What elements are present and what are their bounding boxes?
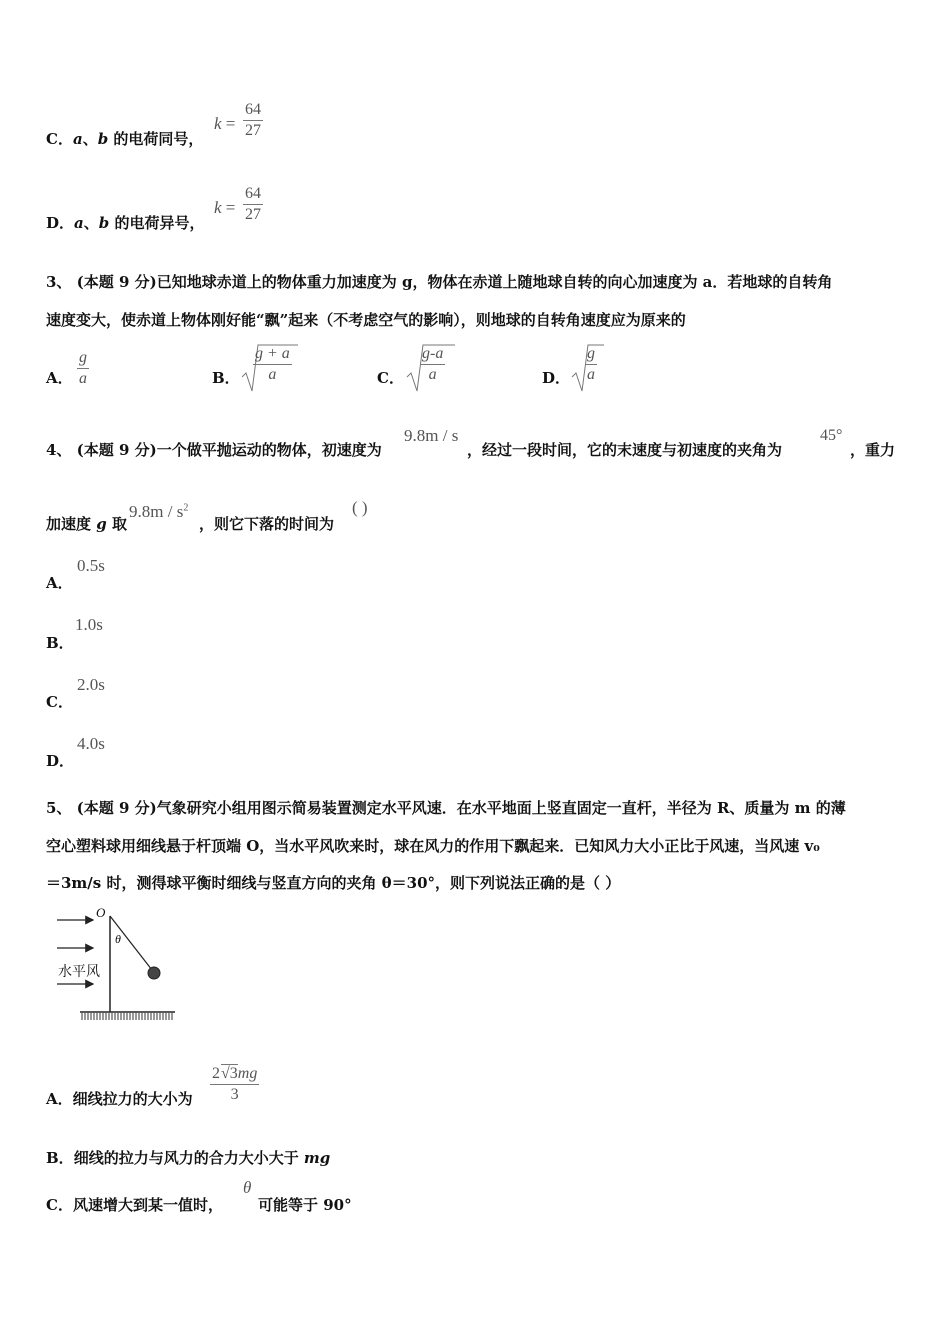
q3-option-d-label: D． — [542, 369, 571, 387]
q4-option-a-value: 0.5s — [77, 556, 105, 575]
q4-stem-part1: 4、 (本题 9 分)一个做平抛运动的物体，初速度为 — [46, 441, 382, 459]
q4-option-b-label: B． — [46, 634, 74, 652]
q4-option-c-label: C． — [46, 693, 73, 711]
q4-stem-line2-end: ，则它下落的时间为 — [199, 515, 335, 533]
q4-option-b-value: 1.0s — [75, 615, 103, 634]
q3-option-a-label: A． — [46, 369, 73, 387]
q4-option-d-label: D． — [46, 752, 75, 770]
q4-angle: 45° — [820, 427, 843, 444]
q4-gravity-value: $9.8m / s^2$ — [129, 502, 189, 521]
q5-figure-label-theta: θ — [115, 932, 121, 946]
q2-c-k: k = — [214, 114, 236, 133]
q2-d-k: k = — [214, 198, 236, 217]
q3-option-c-fraction: g-a a — [422, 345, 444, 383]
q4-answer-parentheses: ( ) — [352, 498, 368, 517]
q5-figure-label-wind: 水平风 — [58, 964, 100, 980]
q5-option-c-theta: θ — [243, 1178, 252, 1197]
q3-option-b-label: B． — [212, 369, 240, 387]
q4-stem-part3: ，重力 — [850, 441, 896, 459]
q3-option-d-fraction: g a — [587, 345, 595, 383]
q4-option-a-label: A． — [46, 574, 73, 592]
q2-d-fraction: 64 27 — [245, 185, 261, 223]
q5-stem-line3: ＝3m/s 时，测得球平衡时细线与竖直方向的夹角 θ＝30°，则下列说法正确的是（ ） — [46, 874, 621, 892]
q4-option-d-value: 4.0s — [77, 734, 105, 753]
q4-option-c-value: 2.0s — [77, 675, 105, 694]
q5-option-b: B．细线的拉力与风力的合力大小大于 mg — [46, 1149, 331, 1167]
q3-option-c-label: C． — [377, 369, 404, 387]
q3-option-b-fraction: g + a a — [255, 345, 290, 383]
q5-option-a-fraction: 2√3mg 3 — [212, 1065, 258, 1103]
q5-option-a: A．细线拉力的大小为 — [46, 1090, 193, 1108]
q4-stem-part2: ，经过一段时间，它的末速度与初速度的夹角为 — [467, 441, 783, 459]
q4-initial-velocity: 9.8m / s — [404, 426, 459, 445]
q5-stem-line2: 空心塑料球用细线悬于杆顶端 O，当水平风吹来时，球在风力的作用下飘起来．已知风力大小正比于风速，当风速 v₀ — [46, 837, 820, 855]
q3-option-a-fraction: g a — [79, 349, 87, 387]
q3-stem-line2: 速度变大，使赤道上物体刚好能“飘”起来（不考虑空气的影响），则地球的自转角速度应为原来的 — [46, 311, 686, 329]
q3-stem-line1: 3、 (本题 9 分)已知地球赤道上的物体重力加速度为 g，物体在赤道上随地球自转的向心加速度为 a．若地球的自转角 — [46, 273, 833, 291]
q5-option-c-rest: 可能等于 90° — [258, 1196, 352, 1214]
q5-stem-line1: 5、 (本题 9 分)气象研究小组用图示简易装置测定水平风速．在水平地面上竖直固定一直杆，半径为 R、质量为 m 的薄 — [46, 799, 846, 817]
q2-option-d: D．a、b 的电荷异号， — [46, 214, 205, 232]
q2-c-fraction: 64 27 — [245, 101, 261, 139]
q2-option-c: C．a、b 的电荷同号， — [46, 130, 204, 148]
q5-option-c-text: C．风速增大到某一值时， — [46, 1196, 223, 1214]
q4-stem-line2: 加速度 g 取 — [46, 515, 127, 533]
q5-figure-label-o: O — [96, 905, 106, 920]
